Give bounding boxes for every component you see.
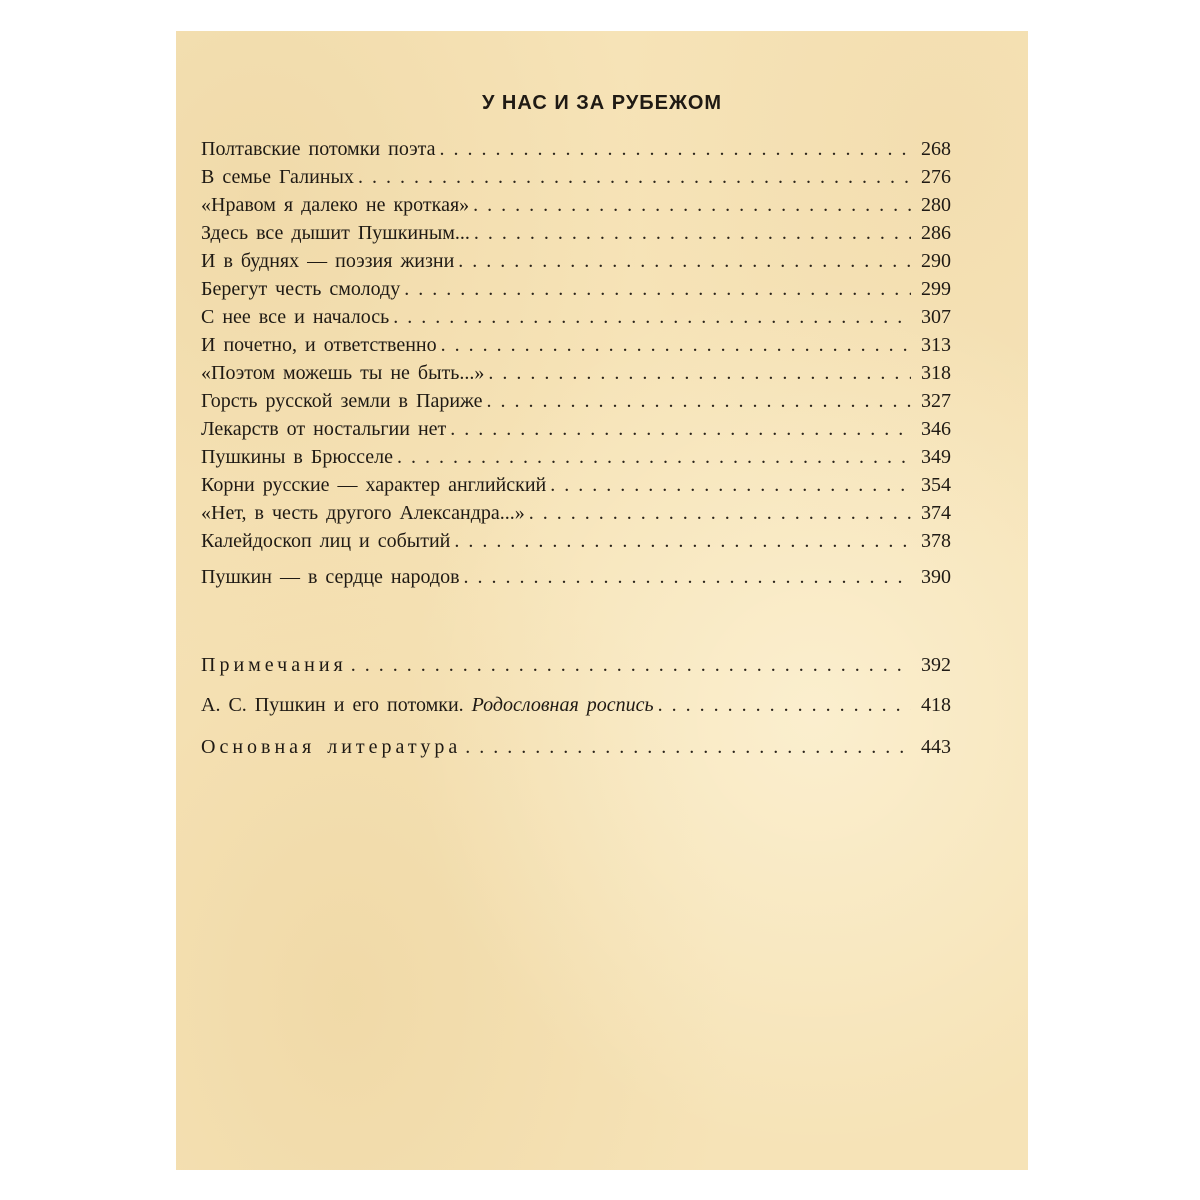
toc-entry-page: 354 bbox=[921, 474, 951, 496]
toc-entry-page: 327 bbox=[921, 390, 951, 412]
toc-entry-page: 378 bbox=[921, 530, 951, 552]
toc-entry-page: 268 bbox=[921, 138, 951, 160]
toc-entry bbox=[201, 388, 951, 414]
toc-entry bbox=[201, 332, 951, 358]
toc-entry bbox=[201, 444, 951, 470]
toc-leader-dots bbox=[358, 164, 911, 190]
toc-entry-title: Лекарств от ностальгии нет bbox=[201, 418, 447, 440]
toc-entry-title: Основная литература bbox=[201, 736, 462, 758]
genealogy-title: А. С. Пушкин и его потомки. bbox=[201, 694, 464, 716]
toc-entry bbox=[201, 220, 951, 246]
toc-leader-dots bbox=[450, 416, 911, 442]
toc-entry-title: Берегут честь смолоду bbox=[201, 278, 401, 300]
toc-leader-dots bbox=[486, 388, 911, 414]
toc-leader-dots bbox=[404, 276, 911, 302]
toc-entry-page: 307 bbox=[921, 306, 951, 328]
toc-entry-page: 290 bbox=[921, 250, 951, 272]
toc-entry-title: С нее все и началось bbox=[201, 306, 390, 328]
book-page bbox=[176, 31, 1028, 1170]
toc-entry-genealogy bbox=[201, 692, 951, 718]
toc-entry-title: Полтавские потомки поэта bbox=[201, 138, 436, 160]
toc-entry bbox=[201, 528, 951, 554]
toc-entry-page: 318 bbox=[921, 362, 951, 384]
toc-entry-title: Пушкин — в сердце народов bbox=[201, 566, 460, 588]
toc-entry bbox=[201, 136, 951, 162]
toc-leader-dots bbox=[454, 528, 911, 554]
toc-entry bbox=[201, 472, 951, 498]
toc-entry-title: «Поэтом можешь ты не быть...» bbox=[201, 362, 485, 384]
toc-entry-title: Пушкины в Брюсселе bbox=[201, 446, 394, 468]
toc-entry-title: И в буднях — поэзия жизни bbox=[201, 250, 455, 272]
toc-leader-dots bbox=[488, 360, 911, 386]
toc-leader-dots bbox=[464, 564, 911, 590]
toc-entry-page: 392 bbox=[921, 654, 951, 676]
toc-leader-dots bbox=[529, 500, 911, 526]
toc-entry bbox=[201, 248, 951, 274]
toc-entry bbox=[201, 500, 951, 526]
toc-entry bbox=[201, 276, 951, 302]
toc-entry-notes bbox=[201, 652, 951, 678]
toc-entry-page: 299 bbox=[921, 278, 951, 300]
toc-entry-page: 280 bbox=[921, 194, 951, 216]
toc-leader-dots bbox=[393, 304, 911, 330]
toc-entry-page: 286 bbox=[921, 222, 951, 244]
toc-entry-title: Здесь все дышит Пушкиным... bbox=[201, 222, 470, 244]
toc-entry-title bbox=[201, 692, 654, 718]
toc-entry-page: 374 bbox=[921, 502, 951, 524]
toc-leader-dots bbox=[473, 192, 911, 218]
toc-entry bbox=[201, 164, 951, 190]
toc-leader-dots bbox=[465, 734, 911, 760]
section-title: У НАС И ЗА РУБЕЖОМ bbox=[481, 92, 723, 114]
toc-entry-title: Примечания bbox=[201, 654, 347, 676]
genealogy-subtitle: Родословная роспись bbox=[471, 694, 654, 716]
toc-entry-page: 418 bbox=[921, 694, 951, 716]
toc-entry-page: 313 bbox=[921, 334, 951, 356]
toc-entry-literature bbox=[201, 734, 951, 760]
toc-entry bbox=[201, 192, 951, 218]
toc-entry-title: Калейдоскоп лиц и событий bbox=[201, 530, 451, 552]
toc-entry bbox=[201, 564, 951, 590]
toc-entry-page: 349 bbox=[921, 446, 951, 468]
toc-leader-dots bbox=[458, 248, 911, 274]
toc-leader-dots bbox=[351, 652, 911, 678]
toc-leader-dots bbox=[441, 332, 911, 358]
toc-entry-page: 346 bbox=[921, 418, 951, 440]
toc-entry-page: 276 bbox=[921, 166, 951, 188]
toc-leader-dots bbox=[440, 136, 911, 162]
toc-entry-title: «Нет, в честь другого Александра...» bbox=[201, 502, 525, 524]
toc-entry-page: 443 bbox=[921, 736, 951, 758]
toc-leader-dots bbox=[474, 220, 911, 246]
toc-entry-page: 390 bbox=[921, 566, 951, 588]
toc-leader-dots bbox=[658, 692, 911, 718]
toc-entry bbox=[201, 416, 951, 442]
toc-entry-title: И почетно, и ответственно bbox=[201, 334, 437, 356]
toc-entry bbox=[201, 304, 951, 330]
toc-entry bbox=[201, 360, 951, 386]
toc-entry-title: Корни русские — характер английский bbox=[201, 474, 547, 496]
toc-leader-dots bbox=[550, 472, 911, 498]
toc-leader-dots bbox=[397, 444, 911, 470]
toc-entry-title: «Нравом я далеко не кроткая» bbox=[201, 194, 470, 216]
toc-entry-title: В семье Галиных bbox=[201, 166, 354, 188]
toc-entry-title: Горсть русской земли в Париже bbox=[201, 390, 483, 412]
